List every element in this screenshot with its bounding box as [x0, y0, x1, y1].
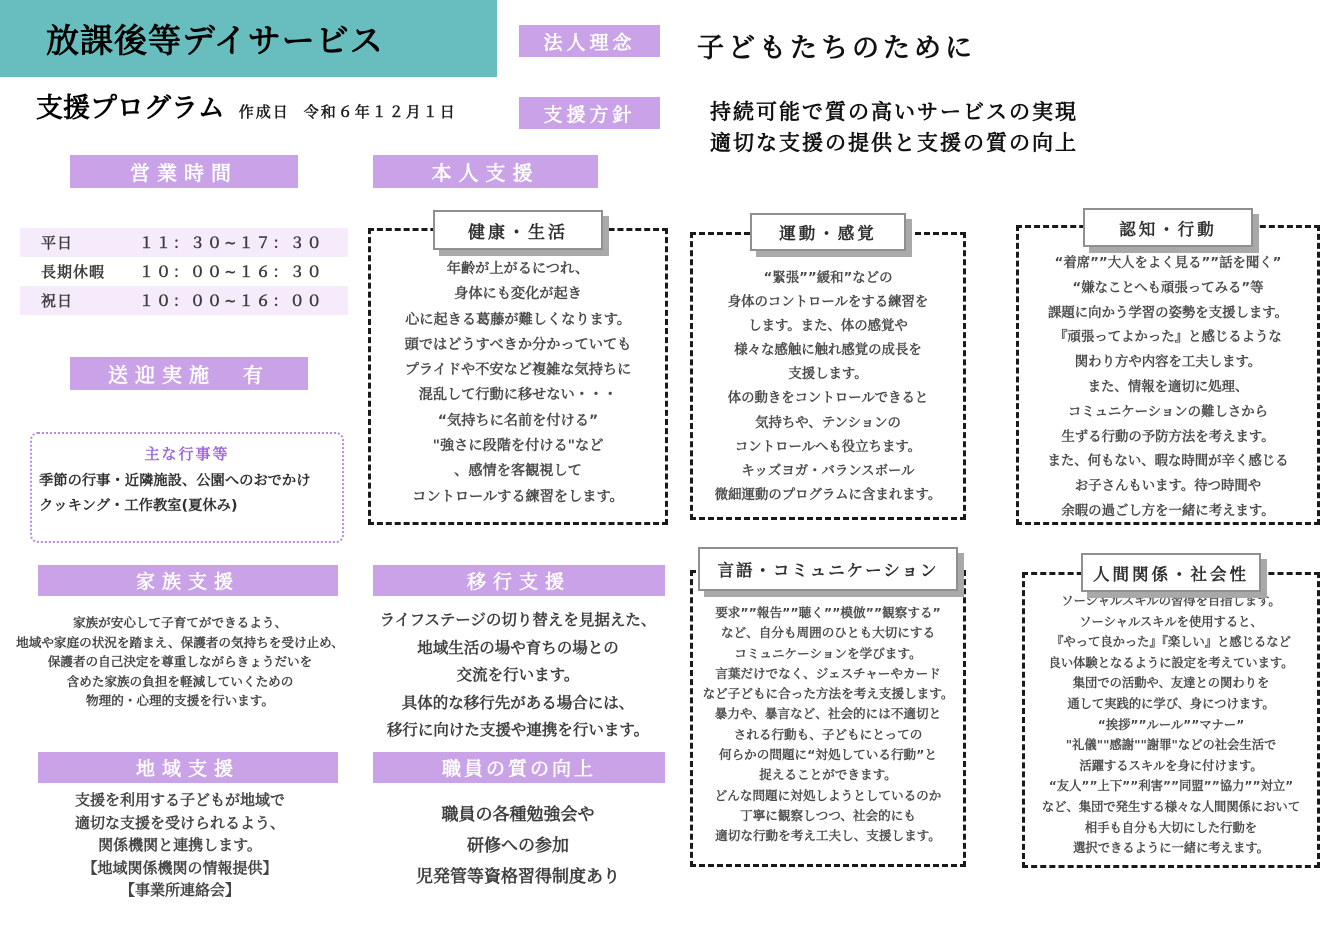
title-banner	[0, 0, 497, 77]
social-box	[1022, 564, 1320, 868]
hours-row-holiday	[20, 286, 348, 315]
hours-time: １０：００~１６：００	[139, 292, 324, 310]
hours-table	[20, 228, 348, 315]
cognition-box-text: “着席””大人をよく見る””話を聞く” “嫌なことへも頑張ってみる”等 課題に向かう学習の姿勢を支援します。 『頑張ってよかった』と感じるような 関わり方や内容を工夫します。 また、情報を適切に処理、 コミュニケーションの難しさから 生ずる行動の予防方法を考えます。 また、何もない、暇な時間が辛く感じる お子さんもいます。待つ時間や 余暇の過ごし方を一緒に考えます。	[1047, 256, 1289, 519]
social-box-text: ソーシャルスキルの習得を目指します。 ソーシャルスキルを使用すると、 『やって良かった』『楽しい』と感じるなど 良い体験となるように設定を考えています。 集団での活動や、友達との関わりを 通して実践的に学び、身につけます。 “挨拶””ルール””マナー” "礼儀""感謝""謝罪"などの社会生活で 活躍するスキルを身に付けます。 “友人””上下””利害””同盟””協力””対立” など、集団で発生する様々な人間関係において 相手も自分も大切にした行動を 選択できるように一緒に考えます。	[1041, 594, 1301, 856]
events-box	[30, 432, 344, 543]
health-box-title: 健康・生活	[433, 210, 603, 250]
hours-label: 祝日	[41, 292, 74, 310]
hours-label: 長期休暇	[41, 263, 106, 281]
social-box-title: 人間関係・社会性	[1081, 553, 1261, 592]
hours-time: １０：００~１６：３０	[139, 263, 324, 281]
policy-text: 持続可能で質の高いサービスの実現 適切な支援の提供と支援の質の向上	[710, 100, 1078, 155]
page-title: 放課後等デイサービス	[46, 21, 384, 60]
pickup-header: 送迎実施 有	[70, 357, 308, 390]
transition-header: 移行支援	[373, 565, 665, 596]
hours-time: １１：３０~１７：３０	[139, 234, 324, 252]
created-date-label: 作成日	[238, 103, 290, 121]
policy-badge: 支援方針	[519, 97, 660, 129]
program-title: 支援プログラム	[36, 93, 225, 124]
motor-box-title: 運動・感覚	[750, 213, 906, 251]
language-box-text: 要求””報告””聴く””模倣””観察する” など、自分も周囲のひとも大切にする コミュニケーションを学びます。 言葉だけでなく、ジェスチャーやカード など子どもに合った方法を考え支援します。 暴力や、暴言など、社会的には不適切と される行動も、子どもにとっての 何らかの問題に“対処している行動”と 捉えることができます。 どんな問題に対処しようとしているのか 丁寧に観察しつつ、社会的にも 適切な行動を考え工夫し、支援します。	[702, 605, 954, 844]
region-text: 支援を利用する子どもが地域で 適切な支援を受けられるよう、 関係機関と連携します。 【地域関係機関の情報提供】 【事業所連絡会】	[74, 791, 285, 899]
region-header: 地域支援	[38, 752, 338, 783]
cognition-box	[1016, 219, 1320, 525]
staff-text: 職員の各種勉強会や 研修への参加 児発管等資格習得制度あり	[416, 805, 620, 887]
health-box-text: 年齢が上がるにつれ、 身体にも変化が起き 心に起きる葛藤が難しくなります。 頭ではどうすべきか分かっていても プライドや不安など複雑な気持ちに 混乱して行動に移せない・・・ “気持ちに名前を付ける” "強さに段階を付ける"など 、感情を客観視して コントロールする練習をします。	[404, 261, 632, 505]
motor-box-text: “緊張””緩和”などの 身体のコントロールをする練習を します。また、体の感覚や 様々な感触に触れ感覚の成長を 支援します。 体の動きをコントロールできると 気持ちや、テンションの コントロールへも役立ちます。 キッズヨガ・バランスボール 微細運動のプログラムに含まれます。	[714, 271, 942, 503]
transition-text: ライフステージの切り替えを見据えた、 地域生活の場や育ちの場との 交流を行います。 具体的な移行先がある場合には、 移行に向けた支援や連携を行います。	[379, 611, 657, 739]
philosophy-text: 子どもたちのために	[697, 33, 976, 64]
motor-box	[690, 224, 966, 520]
family-header: 家族支援	[38, 565, 338, 596]
self-support-header: 本人支援	[373, 155, 598, 188]
health-box	[368, 222, 668, 525]
language-box-title: 言語・コミュニケーション	[698, 547, 958, 591]
hours-header: 営業時間	[70, 155, 298, 188]
hours-label: 平日	[41, 234, 74, 252]
hours-row-weekday	[20, 228, 348, 257]
family-text: 家族が安心して子育てができるよう、 地域や家庭の状況を踏まえ、保護者の気持ちを受け止め、 保護者の自己決定を尊重しながらきょうだいを 含めた家族の負担を軽減していくための 物理的・心理的支援を行います。	[16, 615, 344, 708]
language-box	[690, 561, 966, 867]
staff-header: 職員の質の向上	[373, 752, 665, 783]
cognition-box-title: 認知・行動	[1083, 208, 1253, 247]
program-title-row	[36, 86, 457, 125]
philosophy-badge: 法人理念	[519, 25, 660, 57]
hours-row-vacation	[20, 257, 348, 286]
created-date-value: 令和６年１２月１日	[303, 103, 457, 121]
events-text: 季節の行事・近隣施設、公園へのおでかけ クッキング・工作教室(夏休み)	[39, 473, 311, 514]
events-title: 主な行事等	[144, 445, 230, 463]
